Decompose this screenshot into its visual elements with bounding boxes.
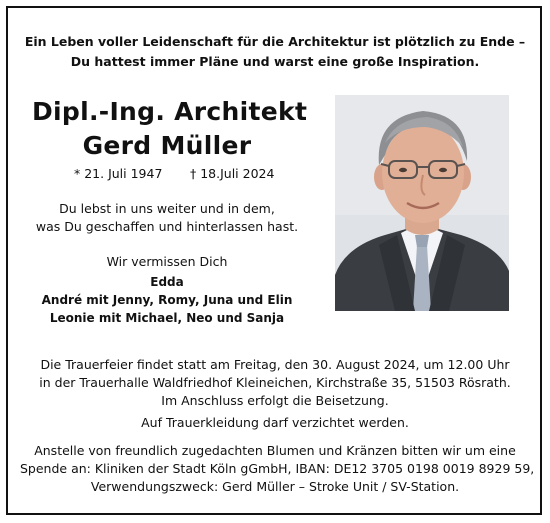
funeral-line: Im Anschluss erfolgt die Beisetzung. xyxy=(161,393,389,408)
funeral-info xyxy=(20,356,530,410)
funeral-line: Die Trauerfeier findet statt am Freitag, den 30. August 2024, um 12.00 Uhr xyxy=(40,357,510,372)
deceased-title: Dipl.-Ing. Architekt xyxy=(32,97,308,126)
mourner-entry: Leonie mit Michael, Neo und Sanja xyxy=(49,311,285,325)
deceased-name xyxy=(32,95,308,163)
memorial-verse xyxy=(32,200,302,236)
mourner-entry: André mit Jenny, Romy, Juna und Elin xyxy=(41,293,293,307)
mourners-list xyxy=(32,273,302,327)
dress-code-note: Auf Trauerkleidung darf verzichtet werden. xyxy=(141,415,409,430)
verse-line: Du lebst in uns weiter und in dem, xyxy=(59,201,275,216)
donation-info xyxy=(20,442,535,496)
portrait-photo xyxy=(335,95,509,311)
birth-date: * 21. Juli 1947 xyxy=(74,166,163,181)
mourners-intro: Wir vermissen Dich xyxy=(106,254,228,269)
verse-line: was Du geschaffen und hinterlassen hast. xyxy=(35,219,299,234)
donation-line: Anstelle von freundlich zugedachten Blumen und Kränzen bitten wir um eine xyxy=(34,443,516,458)
funeral-line: in der Trauerhalle Waldfriedhof Kleineichen, Kirchstraße 35, 51503 Rösrath. xyxy=(39,375,511,390)
death-date: † 18.Juli 2024 xyxy=(190,166,275,181)
donation-line: Spende an: Kliniken der Stadt Köln gGmbH, IBAN: DE12 3705 0198 0019 8929 59, xyxy=(20,461,535,476)
intro-text xyxy=(20,32,530,72)
donation-line: Verwendungszweck: Gerd Müller – Stroke Unit / SV-Station. xyxy=(90,479,460,494)
intro-line: Ein Leben voller Leidenschaft für die Architektur ist plötzlich zu Ende – xyxy=(24,34,526,49)
deceased-fullname: Gerd Müller xyxy=(82,131,252,160)
mourner-entry: Edda xyxy=(150,275,184,289)
intro-line: Du hattest immer Pläne und warst eine große Inspiration. xyxy=(70,54,480,69)
